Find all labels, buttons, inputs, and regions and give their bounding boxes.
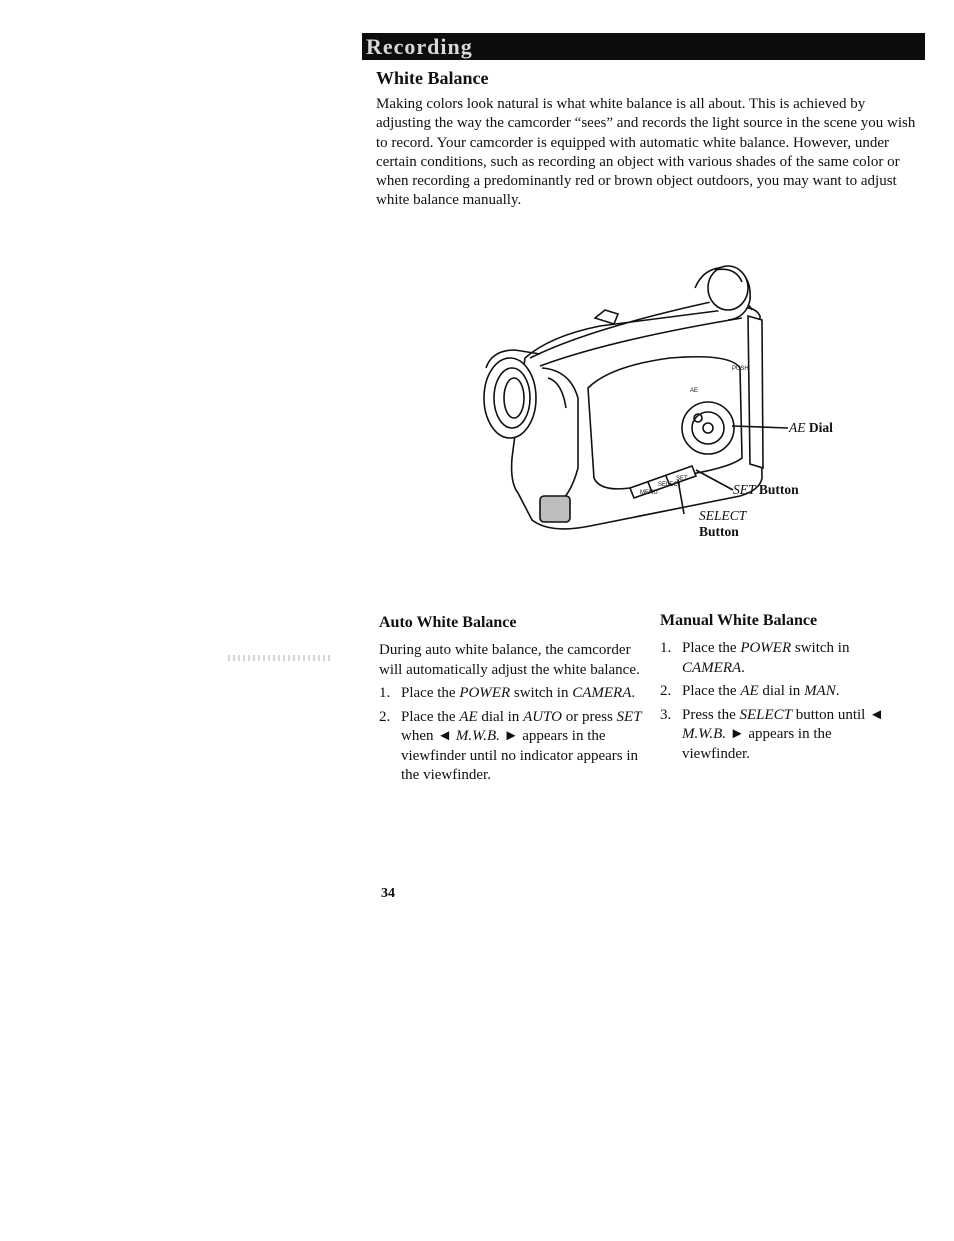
list-item: 3. Press the SELECT button until ◄ M.W.B. ► appears in the viewfinder. <box>660 706 884 762</box>
ae-label-mark: AE <box>690 388 699 394</box>
select-label-mark: SELECT <box>658 482 682 488</box>
list-item: 1. Place the POWER switch in CAMERA. <box>660 640 850 676</box>
manual-steps-list <box>660 639 885 764</box>
auto-intro: During auto white balance, the camcorder will automatically adjust the white balance. <box>379 642 640 678</box>
section-header-title: Recording <box>366 34 473 59</box>
auto-steps-list <box>379 684 649 786</box>
section-header-bar <box>362 33 925 60</box>
set-button-callout: SET Button <box>733 482 799 497</box>
auto-white-balance-heading: Auto White Balance <box>379 614 517 631</box>
list-item: 2. Place the AE dial in MAN. <box>660 683 840 699</box>
page-number: 34 <box>381 886 395 901</box>
intro-paragraph: Making colors look natural is what white balance is all about. This is achieved by adjusting the way the camcorder “sees” and records the light source in the scene you wish to record. Your camcorder is equipped with automatic white balance. However, under certain conditions, such as recording an object with various shades of the same color or when recording a predominantly red or brown object outdoors, you may want to adjust white balance manually. <box>376 96 916 209</box>
menu-label-mark: MENU <box>640 490 658 496</box>
list-item: 1. Place the POWER switch in CAMERA. <box>379 685 636 701</box>
set-label-mark: SET <box>676 476 688 482</box>
manual-white-balance-heading: Manual White Balance <box>660 612 818 629</box>
list-item: 2. Place the AE dial in AUTO or press SET when ◄ M.W.B. ► appears in the viewfinder until no indicator appears in the viewfinder. <box>379 708 642 783</box>
camcorder-illustration <box>470 258 870 548</box>
push-label-mark: PUSH <box>732 366 749 372</box>
ae-dial-callout: AE Dial <box>789 420 833 435</box>
manual-white-balance-section <box>660 612 885 768</box>
auto-white-balance-section <box>379 614 649 790</box>
select-button-callout: SELECT Button <box>699 508 747 539</box>
scan-smudge <box>228 655 332 661</box>
page-title: White Balance <box>376 68 489 88</box>
